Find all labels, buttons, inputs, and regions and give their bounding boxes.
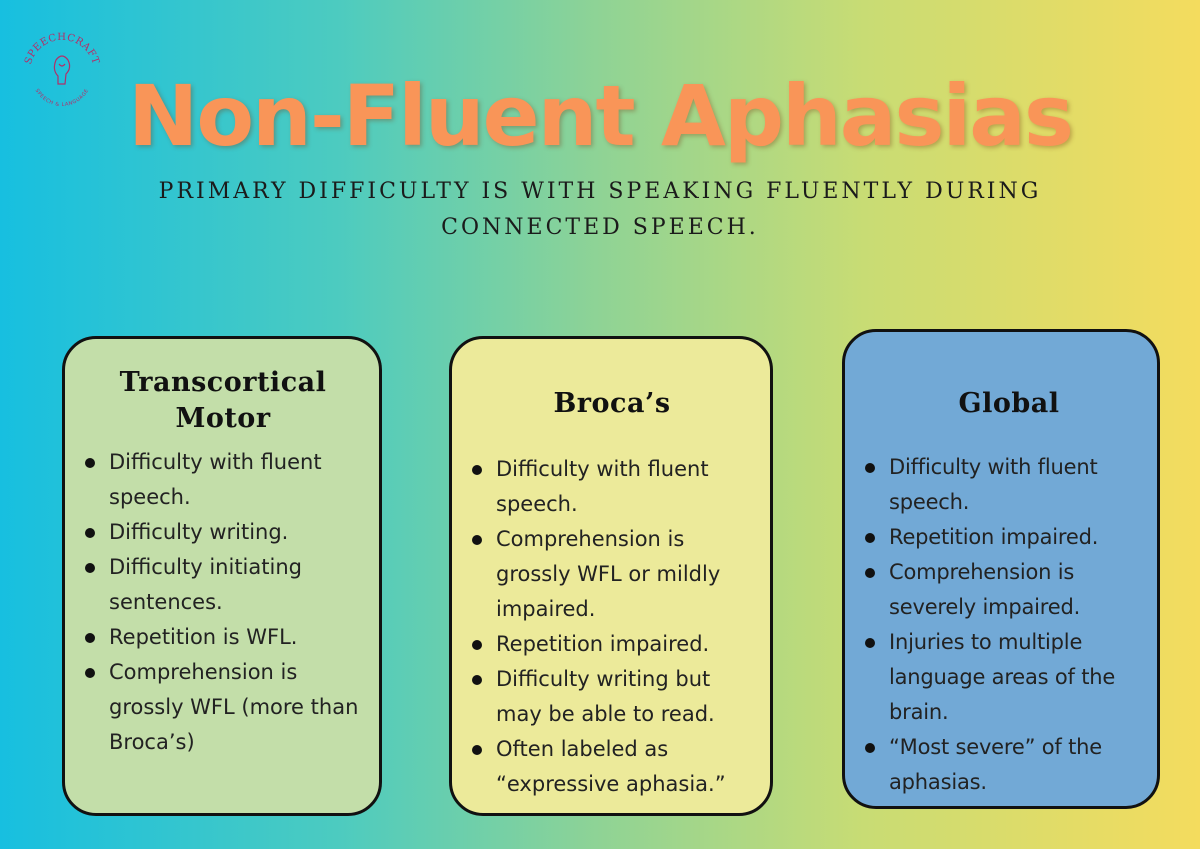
svg-text:SPEECH & LANGUAGE: SPEECH & LANGUAGE (33, 87, 91, 109)
list-item-text: Difficulty with fluent speech. (889, 455, 1098, 514)
bullet-icon (472, 675, 482, 685)
list-item-text: Injuries to multiple language areas of the brain. (889, 630, 1116, 724)
card-heading-line: Broca’s (553, 388, 671, 419)
card-brocas (449, 336, 773, 816)
list-item-text: Repetition impaired. (889, 525, 1099, 549)
subtitle-line: CONNECTED SPEECH. (441, 215, 759, 240)
list-item-text: “Most severe” of the aphasias. (889, 735, 1102, 794)
list-item (865, 730, 1153, 800)
bullet-icon (85, 563, 95, 573)
list-item-text: Difficulty writing but may be able to read. (496, 667, 715, 726)
bullet-icon (85, 668, 95, 678)
list-item (472, 452, 752, 522)
card-list (472, 452, 752, 802)
bullet-icon (865, 638, 875, 648)
bullet-icon (85, 458, 95, 468)
card-list (865, 450, 1153, 800)
list-item-text: Difficulty writing. (109, 520, 289, 544)
list-item-text: Difficulty with fluent speech. (496, 457, 709, 516)
list-item (472, 662, 752, 732)
list-item (472, 522, 752, 627)
list-item (472, 627, 752, 662)
card-heading-line: Motor (175, 403, 271, 434)
list-item (85, 620, 361, 655)
list-item-text: Repetition is WFL. (109, 625, 298, 649)
page-title: Non-Fluent Aphasias (128, 67, 1072, 165)
list-item (85, 515, 361, 550)
card-heading (85, 365, 361, 437)
bullet-icon (472, 535, 482, 545)
list-item (865, 555, 1153, 625)
card-list (85, 445, 361, 760)
bullet-icon (472, 640, 482, 650)
list-item (85, 445, 361, 515)
card-heading-line: Global (958, 388, 1060, 419)
bullet-icon (865, 533, 875, 543)
page-subtitle (120, 174, 1080, 246)
list-item-text: Comprehension is grossly WFL or mildly impaired. (496, 527, 721, 621)
list-item-text: Comprehension is severely impaired. (889, 560, 1081, 619)
bullet-icon (865, 743, 875, 753)
card-heading (865, 386, 1153, 422)
bullet-icon (472, 465, 482, 475)
card-heading-line: Transcortical (119, 367, 327, 398)
list-item-text: Comprehension is grossly WFL (more than Broca’s) (109, 660, 359, 754)
card-heading (472, 386, 752, 422)
bullet-icon (865, 568, 875, 578)
list-item-text: Often labeled as “expressive aphasia.” (496, 737, 726, 796)
list-item (865, 625, 1153, 730)
list-item-text: Repetition impaired. (496, 632, 710, 656)
bullet-icon (865, 463, 875, 473)
list-item (865, 450, 1153, 520)
list-item (472, 732, 752, 802)
card-transcortical-motor (62, 336, 382, 816)
card-global (842, 329, 1160, 809)
bullet-icon (472, 745, 482, 755)
list-item-text: Difficulty with fluent speech. (109, 450, 322, 509)
subtitle-line: PRIMARY DIFFICULTY IS WITH SPEAKING FLUENTLY DURING (158, 179, 1042, 204)
svg-text:SPEECHCRAFT: SPEECHCRAFT (23, 31, 101, 66)
bullet-icon (85, 633, 95, 643)
list-item (85, 550, 361, 620)
bullet-icon (85, 528, 95, 538)
list-item (865, 520, 1153, 555)
list-item (85, 655, 361, 760)
list-item-text: Difficulty initiating sentences. (109, 555, 302, 614)
